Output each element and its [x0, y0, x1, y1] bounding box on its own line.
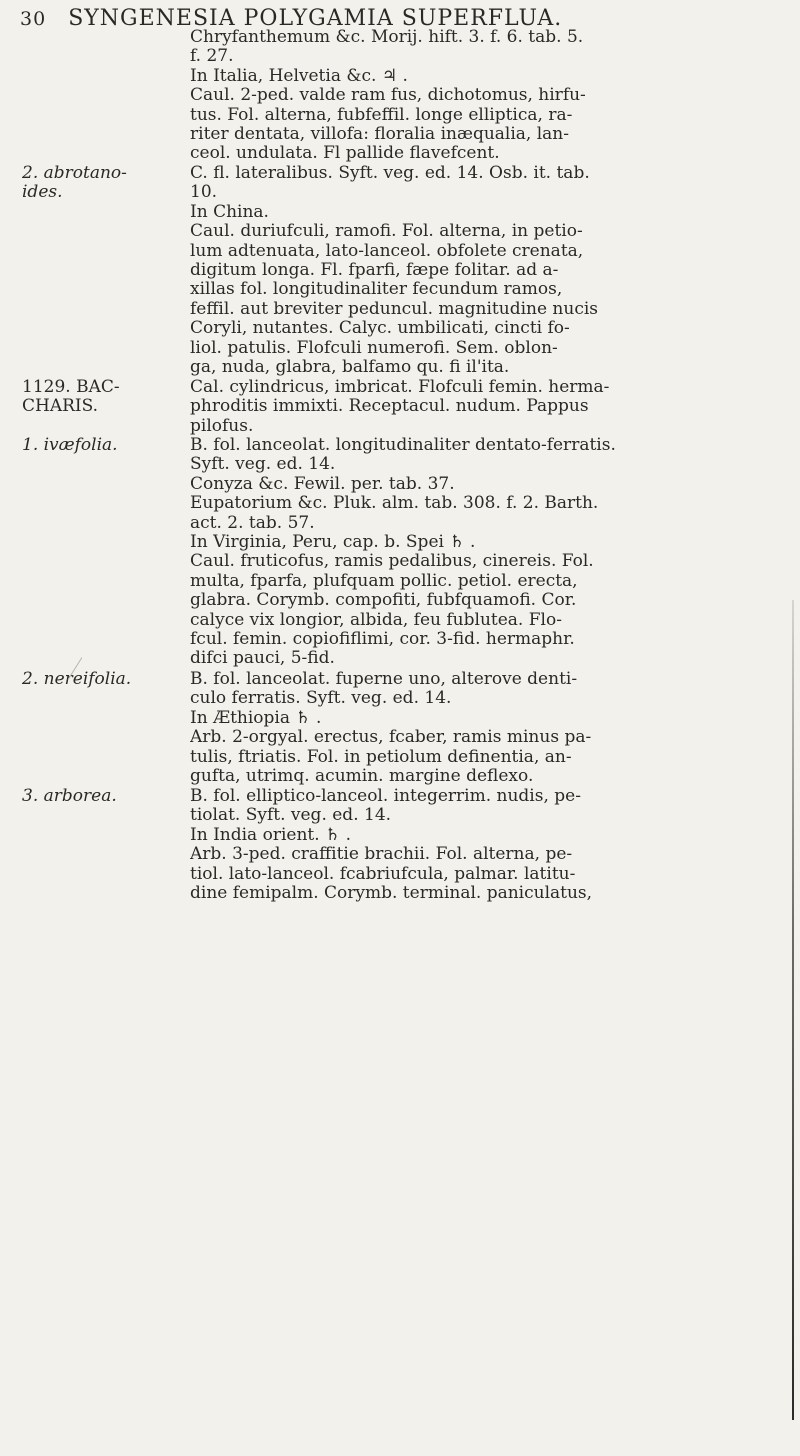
text-line: difci pauci, 5-fid.	[190, 649, 335, 669]
text-line: calyce vix longior, albida, feu fublutea. Flo-	[190, 610, 562, 630]
text-line: In Virginia, Peru, cap. b. Spei ♄ .	[190, 533, 476, 553]
text-line: In China.	[190, 202, 269, 222]
text-line: act. 2. tab. 57.	[190, 513, 315, 533]
species-label	[22, 436, 162, 455]
margin-line: 2. nereifolia.	[22, 669, 132, 689]
text-line: feffil. aut breviter peduncul. magnitudine nucis	[190, 299, 599, 319]
text-line: pilofus.	[190, 416, 254, 436]
text-line: tus. Fol. alterna, fubfeffil. longe elliptica, ra-	[190, 105, 573, 125]
text-line: Eupatorium &c. Pluk. alm. tab. 308. f. 2. Barth.	[190, 494, 599, 514]
genus-label	[22, 378, 162, 416]
text-line: In India orient. ♄ .	[190, 825, 352, 845]
species-label	[22, 787, 162, 806]
text-line: tiolat. Syft. veg. ed. 14.	[190, 806, 392, 826]
text-line: Chryfanthemum &c. Morij. hift. 3. f. 6. tab. 5.	[190, 28, 584, 47]
text-line: lum adtenuata, lato-lanceol. obfolete crenata,	[190, 241, 584, 261]
margin-line: 1129. BAC-	[22, 377, 120, 397]
text-line: C. fl. lateralibus. Syft. veg. ed. 14. Osb. it. tab.	[190, 164, 590, 183]
text-line: Cal. cylindricus, imbricat. Flofculi femin. herma-	[190, 378, 610, 397]
text-line: gufta, utrimq. acumin. margine deflexo.	[190, 767, 534, 787]
text-line: In Italia, Helvetia &c. ♃ .	[190, 66, 408, 86]
text-line: culo ferratis. Syft. veg. ed. 14.	[190, 689, 452, 709]
margin-line: 3. arborea.	[22, 786, 117, 806]
species-label	[22, 670, 162, 689]
text-line: ceol. undulata. Fl pallide flavefcent.	[190, 144, 500, 164]
running-title: SYNGENESIA POLYGAMIA SUPERFLUA.	[68, 6, 563, 31]
entry-text	[190, 378, 780, 436]
text-line: 10.	[190, 183, 218, 203]
species-label	[22, 164, 162, 202]
text-line: digitum longa. Fl. fparfi, fæpe folitar. ad a-	[190, 261, 559, 281]
text-line: Conyza &c. Fewil. per. tab. 37.	[190, 474, 455, 494]
text-line: dine femipalm. Corymb. terminal. paniculatus,	[190, 884, 593, 904]
margin-line: 1. ivæfolia.	[22, 435, 118, 455]
text-line: Syft. veg. ed. 14.	[190, 455, 336, 475]
text-line: xillas fol. longitudinaliter fecundum ramos,	[190, 280, 563, 300]
text-line: liol. patulis. Flofculi numerofi. Sem. oblon-	[190, 338, 558, 358]
text-line: tiol. lato-lanceol. fcabriufcula, palmar. latitu-	[190, 864, 576, 884]
text-line: glabra. Corymb. compofiti, fubfquamofi. Cor.	[190, 591, 577, 611]
text-line: phroditis immixti. Receptacul. nudum. Pappus	[190, 397, 589, 417]
text-line: In Æthiopia ♄ .	[190, 708, 322, 728]
margin-line: CHARIS.	[22, 396, 99, 416]
text-line: Caul. duriufculi, ramofi. Fol. alterna, in petio-	[190, 222, 583, 242]
margin-line: 2. abrotano-	[22, 163, 127, 183]
text-line: Arb. 2-orgyal. erectus, fcaber, ramis minus pa-	[190, 728, 592, 748]
text-line: riter dentata, villofa: floralia inæqualia, lan-	[190, 125, 569, 145]
text-line: B. fol. lanceolat. fuperne uno, alterove denti-	[190, 670, 578, 689]
text-line: Coryli, nutantes. Calyc. umbilicati, cincti fo-	[190, 319, 570, 339]
text-line: B. fol. elliptico-lanceol. integerrim. nudis, pe-	[190, 787, 581, 806]
text-line: fcul. femin. copiofiflimi, cor. 3-fid. hermaphr.	[190, 630, 575, 650]
text-line: Caul. 2-ped. valde ram fus, dichotomus, hirfu-	[190, 86, 586, 106]
entry-text	[190, 164, 780, 377]
text-line: Arb. 3-ped. craffitie brachii. Fol. alterna, pe-	[190, 845, 573, 865]
entry-text	[190, 436, 780, 669]
text-line: Caul. fruticofus, ramis pedalibus, cinereis. Fol.	[190, 552, 594, 572]
page-number: 30	[20, 8, 47, 30]
entry-text	[190, 787, 780, 903]
text-line: f. 27.	[190, 47, 234, 67]
text-line: ga, nuda, glabra, balfamo qu. fi il'ita.	[190, 358, 510, 378]
text-line: tulis, ftriatis. Fol. in petiolum definentia, an-	[190, 747, 572, 767]
entry-text	[190, 28, 780, 164]
entry-text	[190, 670, 780, 786]
page-edge-shadow	[792, 600, 794, 1420]
text-line: B. fol. lanceolat. longitudinaliter dentato-ferratis.	[190, 436, 616, 455]
text-line: multa, fparfa, plufquam pollic. petiol. erecta,	[190, 571, 578, 591]
margin-line: ides.	[22, 182, 63, 202]
